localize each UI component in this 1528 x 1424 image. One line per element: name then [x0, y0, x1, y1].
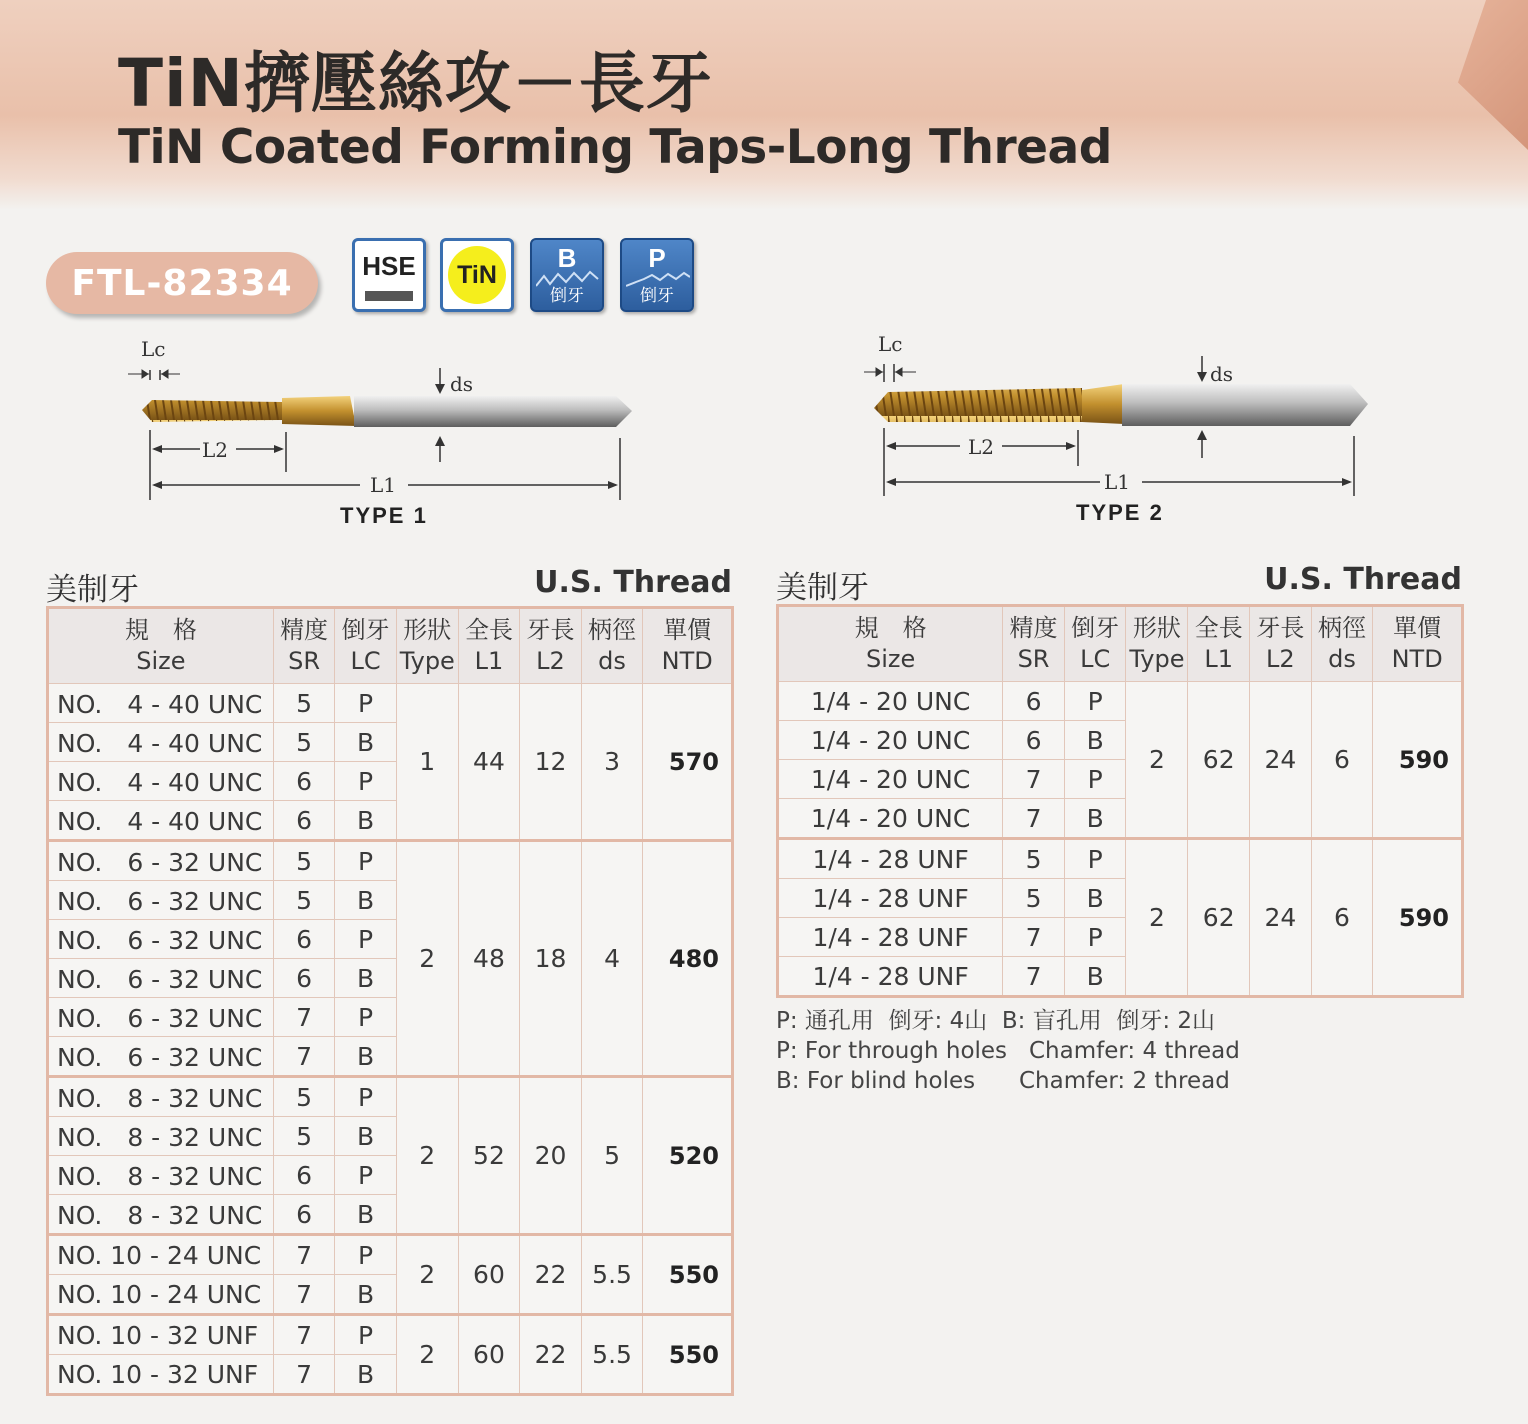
chamfer-b-sub: 倒牙	[550, 286, 584, 306]
size-cell: NO. 4 - 40 UNC	[48, 801, 274, 841]
col-header-lc: 倒牙 LC	[335, 608, 396, 684]
sr-cell: 6	[1003, 682, 1065, 721]
l2-cell: 22	[520, 1315, 582, 1395]
table-row	[778, 682, 1463, 721]
sr-cell: 6	[273, 959, 335, 998]
lc-cell: P	[335, 841, 396, 881]
ds-cell: 4	[581, 841, 643, 1077]
table-row	[48, 841, 733, 881]
type1-label: TYPE 1	[340, 503, 428, 528]
lc-cell: B	[335, 1117, 396, 1156]
col-header-sr: 精度 SR	[273, 608, 335, 684]
type2-l2-label: L2	[968, 435, 995, 459]
size-cell: 1/4 - 20 UNC	[778, 760, 1003, 799]
ds-cell: 5	[581, 1077, 643, 1235]
sr-cell: 7	[1003, 760, 1065, 799]
type-cell: 2	[1126, 839, 1188, 997]
type1-l2-label: L2	[202, 438, 229, 462]
lc-cell: B	[1064, 879, 1126, 918]
sr-cell: 5	[1003, 879, 1065, 918]
table-row	[48, 1315, 733, 1355]
lc-cell: P	[1064, 918, 1126, 957]
type-cell: 2	[396, 1077, 458, 1235]
chamfer-p-letter: P	[648, 243, 666, 273]
sr-cell: 5	[273, 684, 335, 723]
l1-cell: 44	[458, 684, 520, 841]
size-cell: 1/4 - 20 UNC	[778, 799, 1003, 839]
l2-cell: 18	[520, 841, 582, 1077]
size-cell: NO. 4 - 40 UNC	[48, 762, 274, 801]
lc-cell: B	[335, 723, 396, 762]
type-cell: 1	[396, 684, 458, 841]
price-cell: 550	[643, 1315, 733, 1395]
col-header-ds: 柄徑 ds	[1311, 606, 1373, 682]
l1-cell: 62	[1188, 682, 1250, 839]
size-cell: NO. 10 - 24 UNC	[48, 1275, 274, 1315]
price-cell: 480	[643, 841, 733, 1077]
size-cell: 1/4 - 28 UNF	[778, 839, 1003, 879]
sr-cell: 7	[273, 1315, 335, 1355]
col-header-type: 形狀 Type	[1126, 606, 1188, 682]
col-header-l2: 牙長 L2	[520, 608, 582, 684]
price-cell: 520	[643, 1077, 733, 1235]
lc-cell: P	[1064, 760, 1126, 799]
legend-notes	[776, 1006, 1240, 1096]
size-cell: 1/4 - 28 UNF	[778, 957, 1003, 997]
sr-cell: 7	[1003, 957, 1065, 997]
lc-cell: P	[335, 998, 396, 1037]
size-cell: NO. 8 - 32 UNC	[48, 1077, 274, 1117]
lc-cell: P	[335, 920, 396, 959]
type-cell: 2	[396, 841, 458, 1077]
size-cell: 1/4 - 28 UNF	[778, 918, 1003, 957]
size-cell: NO. 6 - 32 UNC	[48, 998, 274, 1037]
sr-cell: 5	[273, 881, 335, 920]
size-cell: 1/4 - 20 UNC	[778, 682, 1003, 721]
type2-l1-label: L1	[1104, 470, 1131, 494]
size-cell: NO. 4 - 40 UNC	[48, 723, 274, 762]
col-header-l1: 全長 L1	[1188, 606, 1250, 682]
col-header-size: 規 格 Size	[48, 608, 274, 684]
size-cell: NO. 10 - 32 UNF	[48, 1355, 274, 1395]
type-cell: 2	[396, 1235, 458, 1315]
lc-cell: B	[335, 801, 396, 841]
col-header-sr: 精度 SR	[1003, 606, 1065, 682]
table-row	[778, 839, 1463, 879]
l2-cell: 22	[520, 1235, 582, 1315]
right-section-title-cn: 美制牙	[776, 570, 869, 606]
ds-cell: 3	[581, 684, 643, 841]
ds-cell: 5.5	[581, 1235, 643, 1315]
sr-cell: 6	[273, 920, 335, 959]
col-header-ntd: 單價 NTD	[1373, 606, 1463, 682]
hse-label: HSE	[362, 251, 416, 281]
sr-cell: 7	[273, 1235, 335, 1275]
page-title-english: TiN Coated Forming Taps-Long Thread	[118, 120, 1112, 175]
sr-cell: 7	[1003, 918, 1065, 957]
sr-cell: 6	[273, 801, 335, 841]
lc-cell: P	[335, 762, 396, 801]
hse-bar	[365, 291, 413, 301]
sr-cell: 6	[1003, 721, 1065, 760]
sr-cell: 7	[273, 1037, 335, 1077]
lc-cell: P	[335, 684, 396, 723]
col-header-l1: 全長 L1	[458, 608, 520, 684]
table-row	[48, 1235, 733, 1275]
note-line: P: For through holes Chamfer: 4 thread	[776, 1038, 1240, 1064]
type1-lc-label: Lc	[141, 337, 166, 361]
sr-cell: 6	[273, 762, 335, 801]
type1-ds-label: ds	[450, 372, 474, 396]
sr-cell: 5	[273, 723, 335, 762]
note-line: B: For blind holes Chamfer: 2 thread	[776, 1068, 1230, 1094]
type-cell: 2	[1126, 682, 1188, 839]
sr-cell: 6	[273, 1156, 335, 1195]
type2-lc-label: Lc	[878, 332, 903, 356]
col-header-ntd: 單價 NTD	[643, 608, 733, 684]
size-cell: 1/4 - 28 UNF	[778, 879, 1003, 918]
ds-cell: 6	[1311, 839, 1373, 997]
l1-cell: 60	[458, 1235, 520, 1315]
right-spec-table	[776, 604, 1464, 998]
l2-cell: 20	[520, 1077, 582, 1235]
l1-cell: 52	[458, 1077, 520, 1235]
chamfer-p-sub: 倒牙	[640, 286, 674, 306]
sr-cell: 5	[1003, 839, 1065, 879]
sr-cell: 7	[273, 1275, 335, 1315]
lc-cell: B	[335, 1355, 396, 1395]
sr-cell: 5	[273, 841, 335, 881]
lc-cell: B	[335, 1037, 396, 1077]
col-header-lc: 倒牙 LC	[1064, 606, 1126, 682]
lc-cell: B	[335, 1275, 396, 1315]
size-cell: NO. 10 - 32 UNF	[48, 1315, 274, 1355]
left-section-title-en: U.S. Thread	[534, 565, 732, 600]
type-cell: 2	[396, 1315, 458, 1395]
type2-label: TYPE 2	[1076, 500, 1164, 525]
l2-cell: 12	[520, 684, 582, 841]
l1-cell: 60	[458, 1315, 520, 1395]
blind-hole-chamfer-icon	[530, 238, 604, 312]
sr-cell: 7	[273, 1355, 335, 1395]
lc-cell: B	[1064, 957, 1126, 997]
tin-label: TiN	[448, 246, 506, 304]
note-line: P: 通孔用 倒牙: 4山 B: 盲孔用 倒牙: 2山	[776, 1008, 1216, 1034]
lc-cell: B	[335, 881, 396, 920]
table-row	[48, 684, 733, 723]
through-hole-chamfer-icon	[620, 238, 694, 312]
left-spec-table	[46, 606, 734, 1396]
ds-cell: 6	[1311, 682, 1373, 839]
size-cell: NO. 6 - 32 UNC	[48, 959, 274, 998]
col-header-ds: 柄徑 ds	[581, 608, 643, 684]
lc-cell: P	[335, 1315, 396, 1355]
ds-cell: 5.5	[581, 1315, 643, 1395]
sr-cell: 7	[273, 998, 335, 1037]
price-cell: 570	[643, 684, 733, 841]
lc-cell: B	[1064, 721, 1126, 760]
size-cell: NO. 6 - 32 UNC	[48, 881, 274, 920]
size-cell: NO. 10 - 24 UNC	[48, 1235, 274, 1275]
l1-cell: 48	[458, 841, 520, 1077]
price-cell: 590	[1373, 839, 1463, 997]
chamfer-b-letter: B	[557, 243, 577, 273]
size-cell: NO. 4 - 40 UNC	[48, 684, 274, 723]
lc-cell: P	[335, 1156, 396, 1195]
size-cell: NO. 6 - 32 UNC	[48, 1037, 274, 1077]
l2-cell: 24	[1250, 839, 1312, 997]
size-cell: NO. 8 - 32 UNC	[48, 1117, 274, 1156]
table-header-row	[778, 606, 1463, 682]
lc-cell: B	[1064, 799, 1126, 839]
price-cell: 550	[643, 1235, 733, 1315]
size-cell: NO. 8 - 32 UNC	[48, 1156, 274, 1195]
tin-coating-icon	[440, 238, 514, 312]
col-header-l2: 牙長 L2	[1250, 606, 1312, 682]
col-header-type: 形狀 Type	[396, 608, 458, 684]
size-cell: NO. 8 - 32 UNC	[48, 1195, 274, 1235]
sr-cell: 7	[1003, 799, 1065, 839]
price-cell: 590	[1373, 682, 1463, 839]
sr-cell: 6	[273, 1195, 335, 1235]
sr-cell: 5	[273, 1077, 335, 1117]
lc-cell: P	[335, 1077, 396, 1117]
hse-material-icon	[352, 238, 426, 312]
left-section-title-cn: 美制牙	[46, 572, 139, 608]
lc-cell: P	[1064, 839, 1126, 879]
sr-cell: 5	[273, 1117, 335, 1156]
type2-ds-label: ds	[1210, 362, 1234, 386]
lc-cell: P	[335, 1235, 396, 1275]
model-number-badge: FTL-82334	[46, 252, 318, 314]
size-cell: 1/4 - 20 UNC	[778, 721, 1003, 760]
l1-cell: 62	[1188, 839, 1250, 997]
size-cell: NO. 6 - 32 UNC	[48, 841, 274, 881]
right-section-title-en: U.S. Thread	[1264, 562, 1462, 597]
col-header-size: 規 格 Size	[778, 606, 1003, 682]
lc-cell: P	[1064, 682, 1126, 721]
page-title-chinese: TiN擠壓絲攻－長牙	[118, 45, 713, 122]
table-header-row	[48, 608, 733, 684]
lc-cell: B	[335, 959, 396, 998]
table-row	[48, 1077, 733, 1117]
size-cell: NO. 6 - 32 UNC	[48, 920, 274, 959]
l2-cell: 24	[1250, 682, 1312, 839]
type1-l1-label: L1	[370, 473, 397, 497]
lc-cell: B	[335, 1195, 396, 1235]
